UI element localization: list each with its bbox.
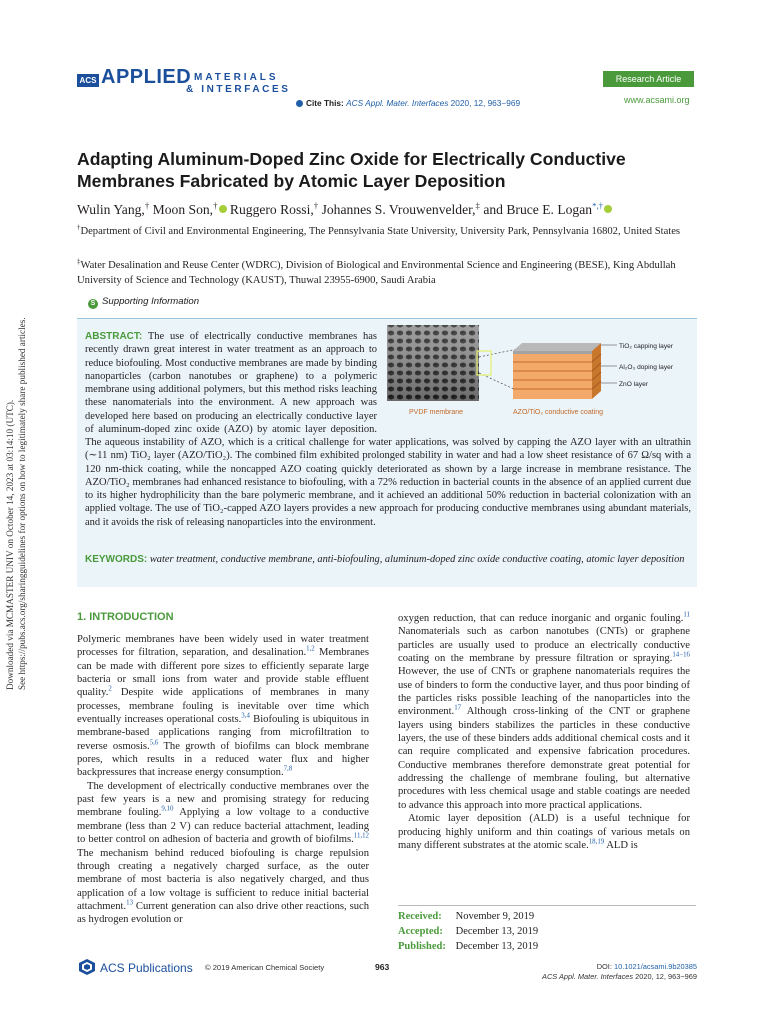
author-mark: *,† [592, 200, 604, 211]
body-paragraph: The development of electrically conductive membranes over the past few years is a new and promising strategy for reducing membrane fouling.$^{9,10}$ Applying a low voltage to a conductive membrane (less than 2 V) can reduce bacterial attachment, leading to better control on adhesion of bacteria and growth of biofilms.$^{11,12}$ The mechanism behind reduced biofouling is charge repulsion through creating a negatively charged surface, as the outer membrane of most bacteria is also negatively charged, and thus application of a low voltage is sufficient to reduce initial bacterial attachment.$^{13}$ Current generation can also drive other reactions, such as hydrogen evolution or [77, 780, 370, 926]
affiliation-2 [77, 259, 699, 288]
logo-applied: APPLIED [101, 66, 192, 88]
footer-details: 2020, 12, 963−969 [635, 972, 697, 981]
affiliation-text: Department of Civil and Environmental Engineering, The Pennsylvania State University, University Park, Pennsylvania 16802, United States [80, 226, 681, 237]
cite-icon [296, 100, 303, 107]
affiliation-text: Water Desalination and Reuse Center (WDRC), Division of Biological and Environmental Science and Engineering (BESE), King Abdullah University of Science and Technology (KAUST), Thuwal 23955-6900, Saudi Arabia [77, 260, 676, 286]
body-column-left [77, 610, 369, 927]
keywords-text: water treatment, conductive membrane, anti-biofouling, aluminum-doped zinc oxide conductive coating, atomic layer deposition [149, 554, 685, 565]
author-name[interactable]: Ruggero Rossi, [229, 202, 314, 217]
acs-logo-box: ACS [77, 74, 99, 87]
supporting-information-link[interactable] [88, 296, 199, 309]
body-column-right [398, 612, 690, 852]
affiliation-mark: † [77, 224, 81, 232]
page-footer [77, 958, 697, 988]
doi-link[interactable]: 10.1021/acsami.9b20385 [613, 962, 697, 971]
affiliation-mark: ‡ [77, 258, 81, 266]
orcid-icon[interactable] [604, 205, 612, 213]
layer-label-zno: ZnO layer [619, 381, 648, 388]
layer-label-tio2: TiO₂ capping layer [619, 343, 673, 350]
supporting-info-label: Supporting Information [102, 296, 200, 307]
publisher-name: ACS Publications [100, 961, 193, 975]
page-number: 963 [375, 962, 390, 972]
toc-graphic [387, 321, 693, 427]
site-url-link[interactable]: www.acsami.org [624, 95, 690, 105]
supporting-info-icon: S [88, 299, 98, 309]
watermark-line-2: See https://pubs.acs.org/sharingguidelines for options on how to legitimately share published articles. [17, 317, 27, 690]
graphic-label-membrane: PVDF membrane [409, 409, 464, 416]
author-name[interactable]: Wulin Yang, [77, 202, 145, 217]
abstract-label: ABSTRACT: [85, 331, 143, 342]
layer-stack-top [513, 343, 601, 351]
date-received: Received: November 9, 2019 [398, 911, 535, 922]
article-title: Adapting Aluminum-Doped Zinc Oxide for Electrically Conductive Membranes Fabricated by Atomic Layer Deposition [77, 149, 626, 191]
cite-label: Cite This: [306, 98, 344, 108]
date-accepted: Accepted: December 13, 2019 [398, 926, 539, 937]
author-name[interactable]: Johannes S. Vrouwenvelder, [321, 202, 476, 217]
download-watermark [4, 240, 28, 690]
copyright: © 2019 American Chemical Society [205, 963, 325, 972]
section-heading: 1. INTRODUCTION [77, 611, 174, 623]
keywords [85, 553, 691, 567]
date-published: Published: December 13, 2019 [398, 941, 539, 952]
abstract-box [77, 318, 697, 587]
cite-details[interactable]: 2020, 12, 963−969 [450, 98, 521, 108]
watermark-line-1: Downloaded via MCMASTER UNIV on October 14, 2023 at 03:14:10 (UTC). [5, 399, 15, 690]
logo-materials: MATERIALS [194, 72, 279, 83]
author-mark: † [313, 200, 319, 211]
cite-this[interactable] [296, 98, 520, 108]
doi-label: DOI: [596, 962, 612, 971]
author-mark: † [213, 200, 218, 211]
abstract [85, 330, 691, 529]
cite-journal[interactable]: ACS Appl. Mater. Interfaces [346, 98, 449, 108]
author-mark: ‡ [475, 200, 480, 211]
body-paragraph: oxygen reduction, that can reduce inorganic and organic fouling.$^{11}$ Nanomaterials such as carbon nanotubes (CNTs) or graphene particles are usually used to produce an electrically conductive coating on the membrane by pressure filtration or spraying.$^{14-16}$ However, the use of CNTs or graphene nanomaterials requires the use of binders to form the conductive layer, and thus poor binding of the particles risks possible leaching of the nanoparticles into the environment.$^{17}$ Although cross-linking of the CNT or graphene layers using binders stabilizes the particles in these conductive layers, the use of these binders adds additional chemical costs and it can require complicated and expensive fabrication procedures. Conductive membranes therefore demonstrate great potential for addressing the challenge of membrane fouling, but alternative procedures with less chemical usage and stable coatings are needed to advance this approach into more practical applications. [398, 611, 690, 811]
doi-block [542, 962, 697, 982]
graphic-label-coating: AZO/TiO₂ conductive coating [513, 409, 603, 416]
author-name[interactable]: and Bruce E. Logan [483, 202, 593, 217]
article-type-badge: Research Article [603, 71, 694, 87]
body-paragraph: Atomic layer deposition (ALD) is a useful technique for producing highly uniform and thin coatings of various metals on many different substrates at the atomic scale.$^{18,19}$ ALD is [398, 813, 690, 851]
footer-journal: ACS Appl. Mater. Interfaces [542, 972, 634, 981]
affiliation-1 [77, 225, 699, 240]
tio2-layer [513, 351, 592, 354]
body-paragraph: Polymeric membranes have been widely used in water treatment processes for filtration, separation, and desalination.$^{1,2}$ Membranes can be made with different pore sizes to efficiently separate large bacteria or small ions from water and provide stable effluent quality.$^2$ Despite wide applications of membranes in many processes, membrane fouling is inevitable over time which eventually increases operational costs.$^{3,4}$ Biofouling is ubiquitous in membrane-based applications ranging from microfiltration to reverse osmosis.$^{5,6}$ The growth of biofilms can block membrane pores, which results in a reduced water flux and higher backpressures that increase energy consumption.$^{7,8}$ [77, 634, 369, 779]
layer-label-al2o3: Al₂O₃ doping layer [619, 364, 673, 371]
logo-interfaces: & INTERFACES [186, 84, 291, 95]
zno-layer [513, 354, 592, 399]
publication-dates [398, 905, 696, 954]
keywords-label: KEYWORDS: [85, 554, 148, 565]
acs-hexagon-icon [77, 958, 97, 976]
orcid-icon[interactable] [219, 205, 227, 213]
author-mark: † [144, 200, 150, 211]
abstract-text: The use of electrically conductive membranes has recently drawn great interest in water treatment as an approach to reduce biofouling. Most conductive membranes are made by binding nanoparticles (carbon nanotubes or graphene) to a polymeric membrane using additional polymers, but this method risks leaching these nanomaterials into the environment. A new approach was developed here based on producing an electrically conductive layer of aluminum-doped zinc oxide (AZO) by atomic layer deposition. The aqueous instability of AZO, which is a critical challenge for water applications, was solved by capping the AZO layer with an ultrathin (∼11 nm) TiO₂ layer (AZO/TiO₂). The combined film exhibited prolonged stability in water and had a low sheet resistance of 67 Ω/sq with a 120 nm-thick coating, while the noncapped AZO coating quickly deteriorated as shown by a large increase in membrane resistance. The AZO/TiO₂ membranes had enhanced resistance to biofouling, with a 72% reduction in bacterial counts in the absence of an applied current due to its higher hydrophilicity than the bare polymeric membrane, and it achieved an additional 50% reduction in bacterial colonization with an applied voltage. The use of TiO₂-capped AZO layers provides a new approach for producing conductive membranes using abundant materials, and it avoids the risk of releasing nanoparticles into the environment. [85, 331, 691, 528]
author-list [77, 201, 697, 219]
author-name[interactable]: Moon Son, [152, 202, 214, 217]
acs-publications-logo[interactable] [77, 958, 193, 976]
